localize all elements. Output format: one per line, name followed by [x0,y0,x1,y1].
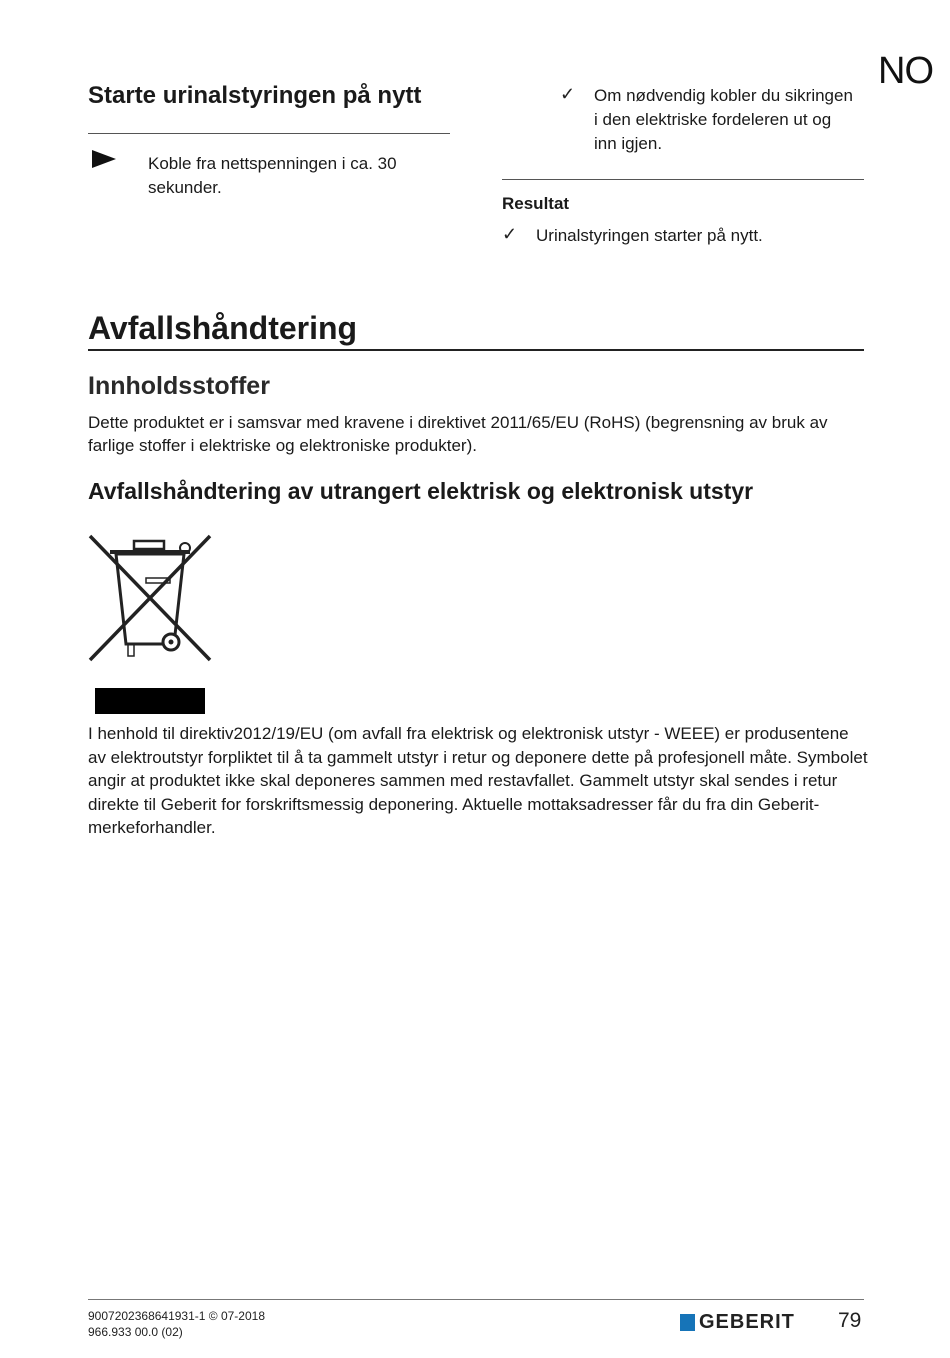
footer-divider [88,1299,864,1300]
language-code: NO [878,50,933,92]
weee-heading: Avfallshåndtering av utrangert elektrisk og elektronisk utstyr [88,478,754,504]
weee-text: I henhold til direktiv2012/19/EU (om avfall fra elektrisk og elektronisk utstyr - WEEE) er produsentene av elektroutstyr forpliktet til å ta gammelt utstyr i retur og deponere dette på profesjonell måte. Symbolet angir at produktet ikke skal deponeres sammen med restavfallet. Gammelt utstyr skal sendes i retur direkte til Geberit for forskriftsmessig deponering. Aktuelle mottaksadresser får du fra din Geberit-merkeforhandler. [88,724,868,837]
divider [502,179,864,180]
result-label: Resultat [502,194,570,213]
contents-text: Dette produktet er i samsvar med kravene i direktivet 2011/65/EU (RoHS) (begrensning av bruk av farlige stoffer i elektriske og elektroniske produkter). [88,413,828,455]
disposal-heading: Avfallshåndtering [88,310,358,346]
weee-black-bar [95,688,205,714]
checkmark-icon: ✓ [502,224,518,244]
contents-heading: Innholdsstoffer [88,372,270,400]
result-text: Urinalstyringen starter på nytt. [536,226,763,245]
restart-heading: Starte urinalstyringen på nytt [88,82,422,109]
footer-doc-id: 9007202368641931-1 © 07-2018 [88,1309,265,1323]
optional-step-text: Om nødvendig kobler du sikringen i den elektriske fordeleren ut og inn igjen. [594,86,853,153]
step-text: Koble fra nettspenningen i ca. 30 sekunder. [148,154,397,197]
logo-text: GEBERIT [699,1311,795,1333]
checkmark-icon: ✓ [560,84,576,104]
geberit-logo [680,1311,795,1334]
step-arrow-icon [92,150,116,168]
heading-underline [88,349,864,351]
footer-doc-number: 966.933 00.0 (02) [88,1325,183,1339]
logo-square-icon [680,1314,695,1331]
footer-doc-info [88,1308,265,1340]
crossed-out-wheelie-bin-icon [86,532,214,669]
divider [88,133,450,134]
page-number: 79 [838,1309,862,1332]
